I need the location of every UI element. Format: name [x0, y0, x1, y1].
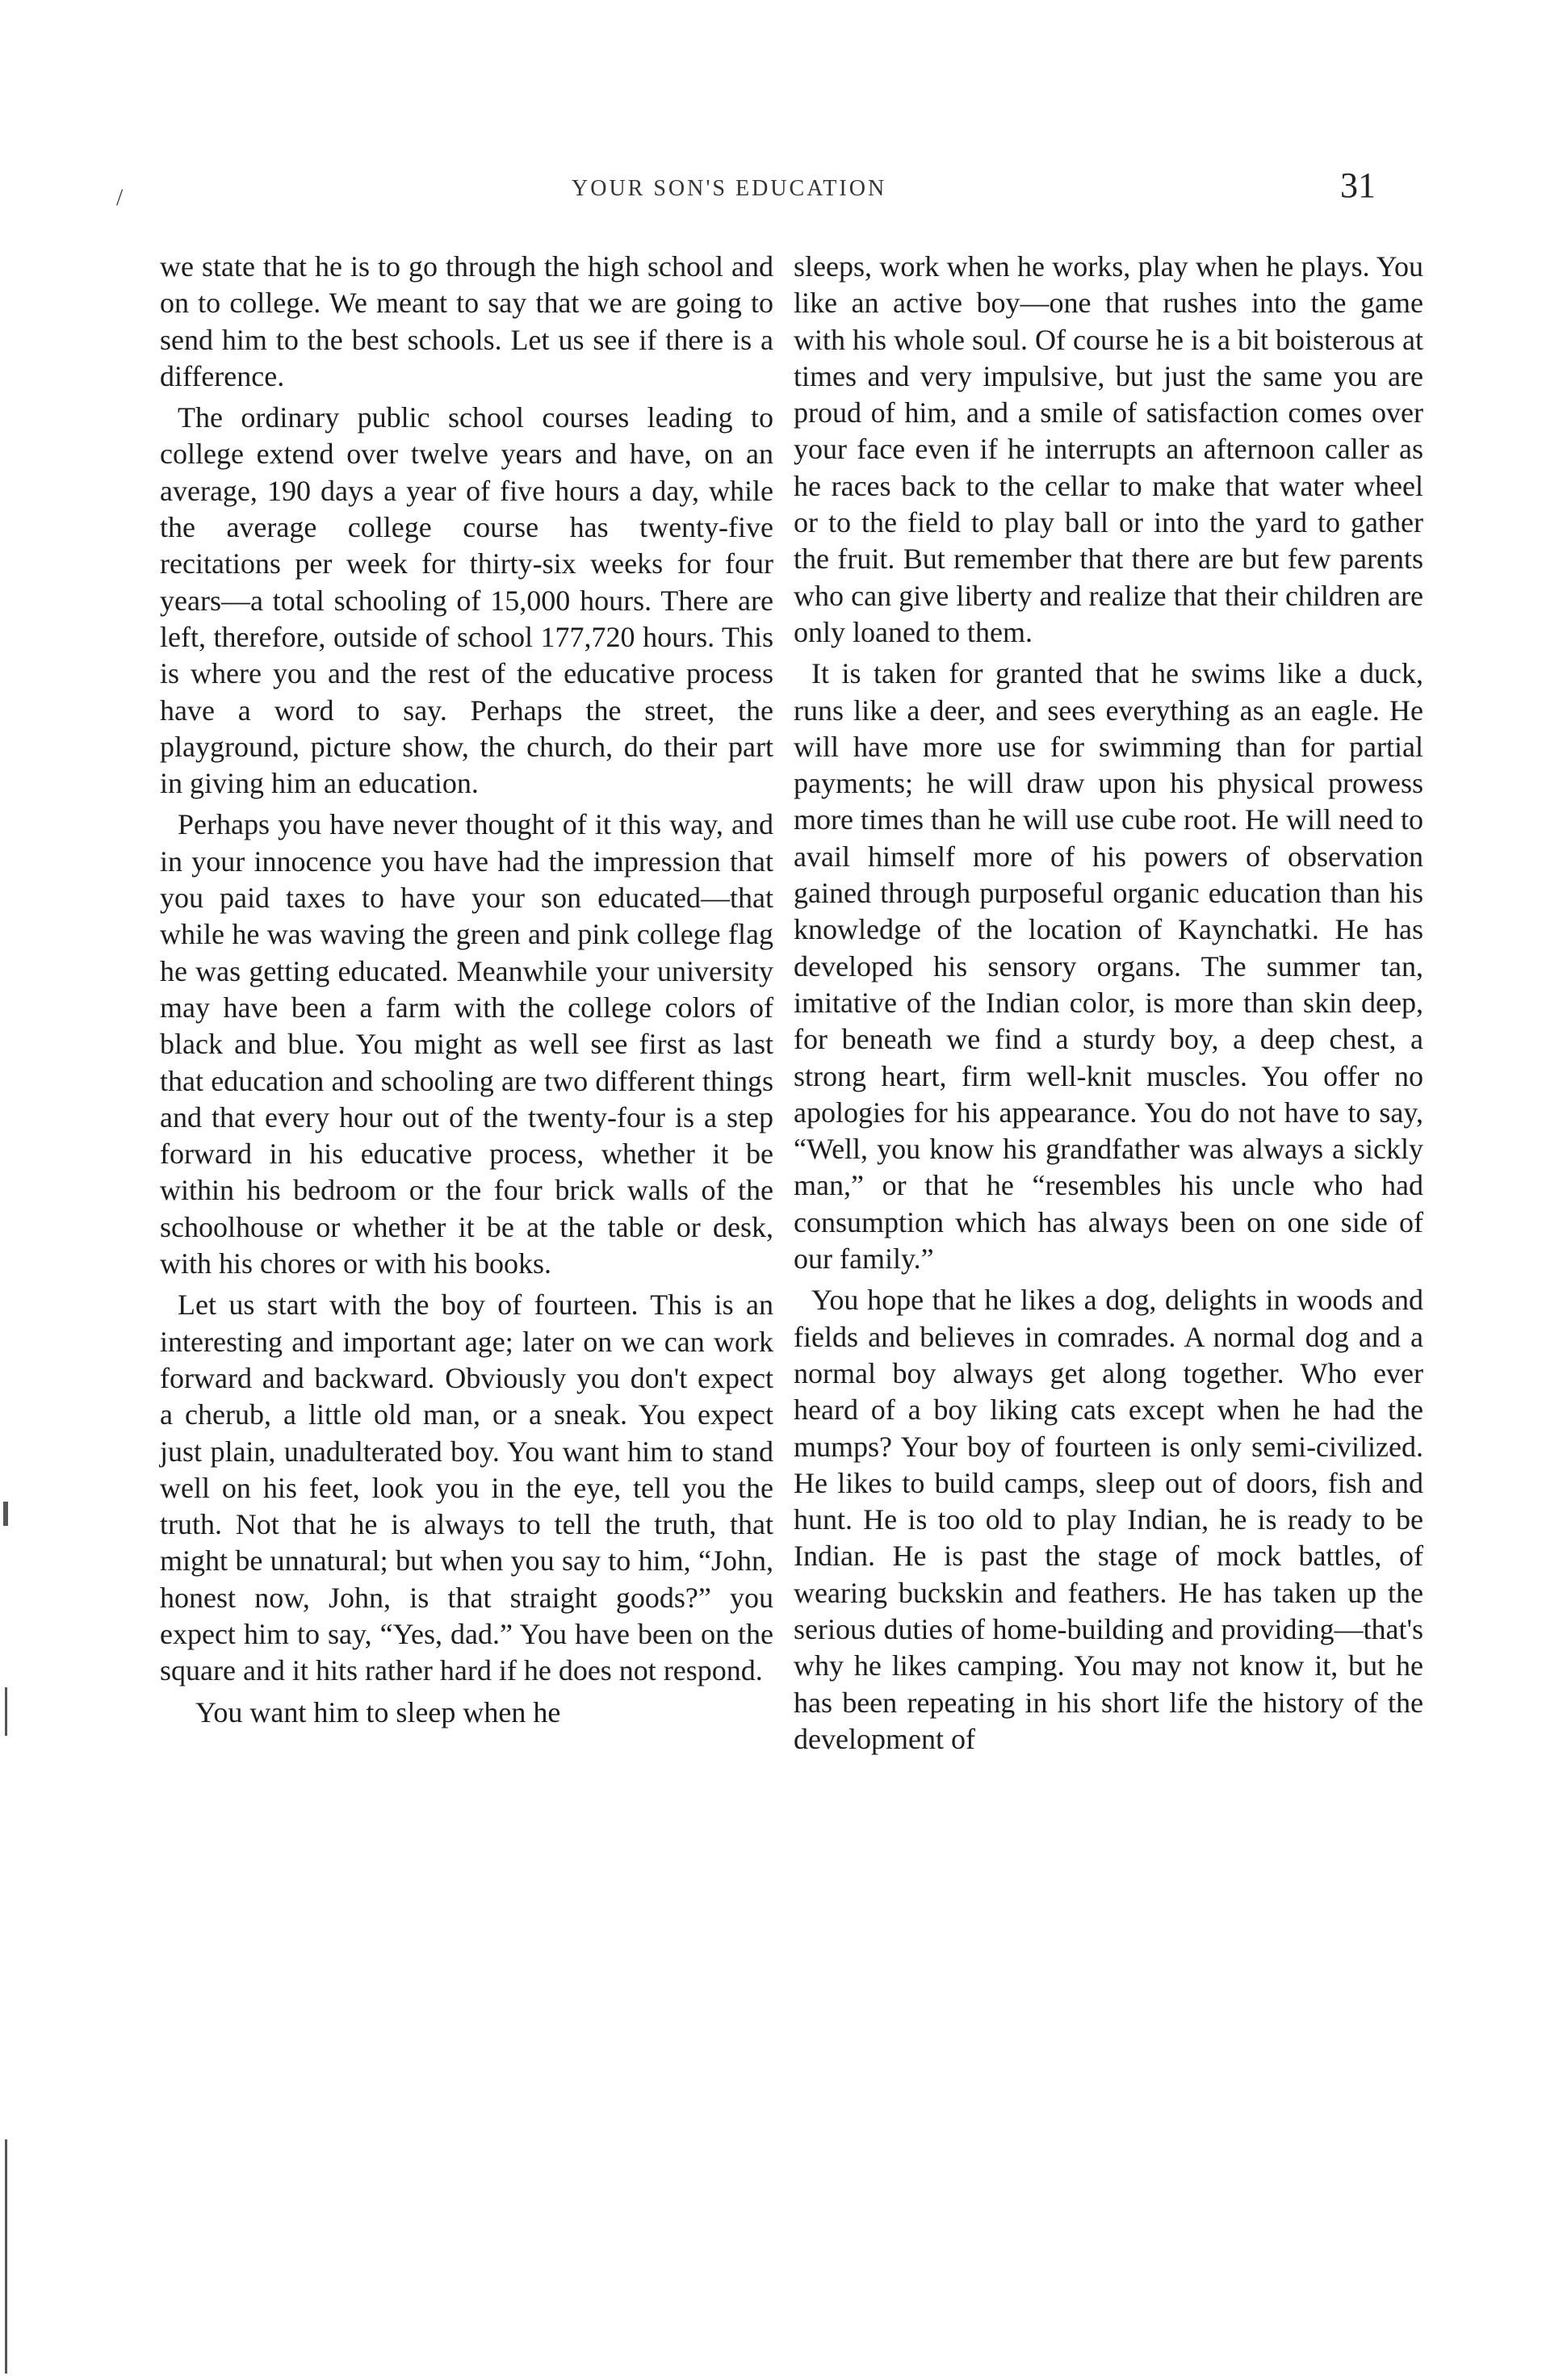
scan-edge-marks [0, 0, 24, 2380]
paragraph: sleeps, work when he works, play when he plays. You like an active boy—one that rushes into the game with his whole soul. Of course he is a bit boisterous at times and very impulsive, but just the same you are proud of him, and a smile of satisfaction comes over your face even if he interrupts an afternoon caller as he races back to the cellar to make that water wheel or to the field to play ball or into the yard to gather the fruit. But remember that there are but few parents who can give liberty and realize that their children are only loaned to them. [794, 250, 1423, 648]
stray-mark: / [116, 184, 124, 211]
right-column [794, 249, 1423, 1758]
paragraph: You hope that he likes a dog, delights in woods and fields and believes in comrades. A normal dog and a normal boy always get along together. Who ever heard of a boy liking cats except when he had the mumps? Your boy of fourteen is only semi-civilized. He likes to build camps, sleep out of doors, fish and hunt. He is too old to play Indian, he is ready to be Indian. He is past the stage of mock battles, of wearing buckskin and feathers. He has taken up the serious duties of home-building and providing—that's why he likes camping. You may not know it, but he has been repeating in his short life the history of the development of [794, 1284, 1423, 1755]
paragraph: The ordinary public school courses leading to college extend over twelve years and have, on an average, 190 days a year of five hours a day, while the average college course has twenty-five recitations per week for thirty-six weeks for four years—a total schooling of 15,000 hours. There are left, therefore, outside of school 177,720 hours. This is where you and the rest of the educative process have a word to say. Perhaps the street, the playground, picture show, the church, do their part in giving him an education. [160, 401, 773, 800]
paragraph: Let us start with the boy of fourteen. This is an interesting and important age; later on we can work forward and backward. Obviously you don't expect a cherub, a little old man, or a sneak. You expect just plain, unadulterated boy. You want him to stand well on his feet, look you in the eye, tell you the truth. Not that he is always to tell the truth, that might be unnatural; but when you say to him, “John, honest now, John, is that straight goods?” you expect him to say, “Yes, dad.” You have been on the square and it hits rather hard if he does not respond. [160, 1288, 773, 1687]
running-title: YOUR SON'S EDUCATION [572, 176, 887, 201]
paragraph: You want him to sleep when he [195, 1695, 561, 1728]
page-number: 31 [1340, 166, 1376, 205]
paragraph: Perhaps you have never thought of it this way, and in your innocence you have had the impression that you paid taxes to have your son educated—that while he was waving the green and pink college flag he was getting educated. Meanwhile your university may have been a farm with the college colors of black and blue. You might as well see first as last that education and schooling are two different things and that every hour out of the twenty-four is a step forward in his educative process, whether it be within his bedroom or the four brick walls of the schoolhouse or whether it be at the table or desk, with his chores or with his books. [160, 808, 773, 1280]
left-column [160, 249, 773, 1731]
page-header [0, 161, 1542, 210]
paragraph: It is taken for granted that he swims like a duck, runs like a deer, and sees everything as an eagle. He will have more use for swimming than for partial payments; he will draw upon his physical prowess more times than he will use cube root. He will need to avail himself more of his powers of observation gained through purposeful organic education than his knowledge of the location of Kaynchatki. He has developed his sensory organs. The summer tan, imitative of the Indian color, is more than skin deep, for beneath we find a sturdy boy, a deep chest, a strong heart, firm well-knit muscles. You offer no apologies for his appearance. You do not have to say, “Well, you know his grandfather was always a sickly man,” or that he “resembles his uncle who had consumption which has always been on one side of our family.” [794, 657, 1423, 1276]
paragraph: we state that he is to go through the high school and on to college. We meant to say that we are going to send him to the best schools. Let us see if there is a difference. [160, 250, 773, 392]
